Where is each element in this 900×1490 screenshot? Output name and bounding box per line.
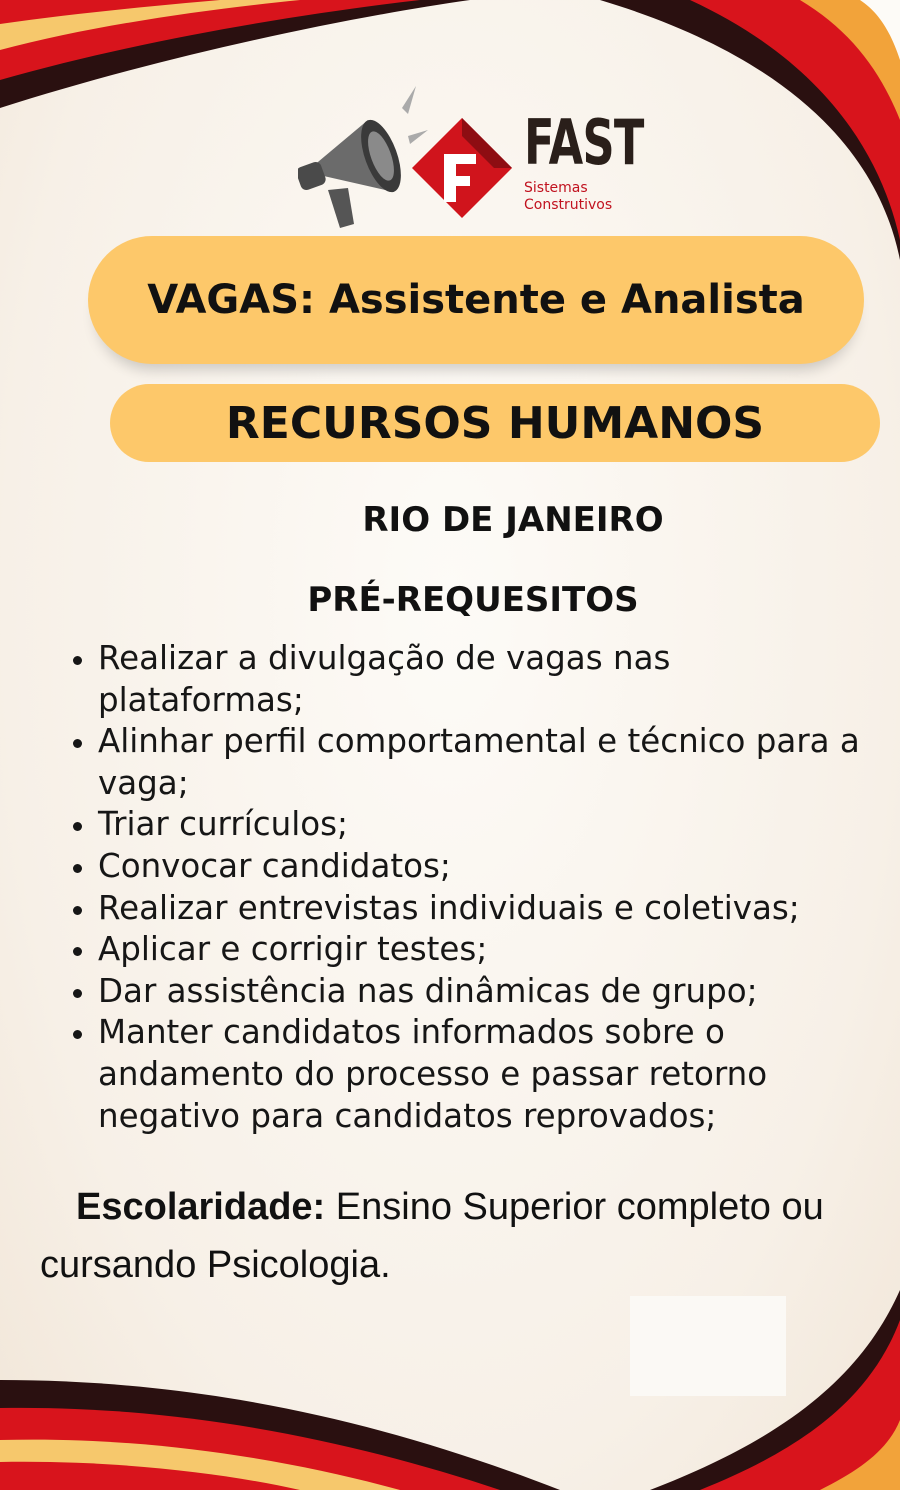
brand-subtitle-1: Sistemas bbox=[524, 180, 588, 196]
brand-subtitle-2: Construtivos bbox=[524, 197, 613, 213]
headline-text: VAGAS: Assistente e Analista bbox=[147, 277, 805, 323]
fast-logo-icon bbox=[412, 118, 512, 218]
education-label: Escolaridade: bbox=[76, 1186, 326, 1228]
list-item: Triar currículos; bbox=[98, 804, 868, 846]
list-item: Realizar entrevistas individuais e coletivas; bbox=[98, 888, 868, 930]
megaphone-icon bbox=[298, 86, 428, 228]
location-title: RIO DE JANEIRO bbox=[362, 500, 664, 540]
education-value: Ensino Superior completo ou cursando Psicologia. bbox=[40, 1186, 824, 1286]
list-item: Realizar a divulgação de vagas nas plataformas; bbox=[98, 638, 868, 721]
department-banner bbox=[110, 384, 880, 462]
education-info bbox=[40, 1178, 860, 1294]
list-item: Aplicar e corrigir testes; bbox=[98, 929, 868, 971]
list-item: Alinhar perfil comportamental e técnico para a vaga; bbox=[98, 721, 868, 804]
brand-name: FAST bbox=[524, 106, 644, 179]
headline-banner bbox=[88, 236, 864, 364]
list-item: Convocar candidatos; bbox=[98, 846, 868, 888]
requirements-list bbox=[98, 638, 868, 1137]
list-item: Dar assistência nas dinâmicas de grupo; bbox=[98, 971, 868, 1013]
blank-panel bbox=[630, 1296, 786, 1396]
brand-text bbox=[524, 106, 690, 214]
department-text: RECURSOS HUMANOS bbox=[225, 397, 765, 449]
list-item: Manter candidatos informados sobre o andamento do processo e passar retorno negativo para candidatos reprovados; bbox=[98, 1012, 868, 1137]
requirements-title: PRÉ-REQUESITOS bbox=[307, 580, 639, 620]
